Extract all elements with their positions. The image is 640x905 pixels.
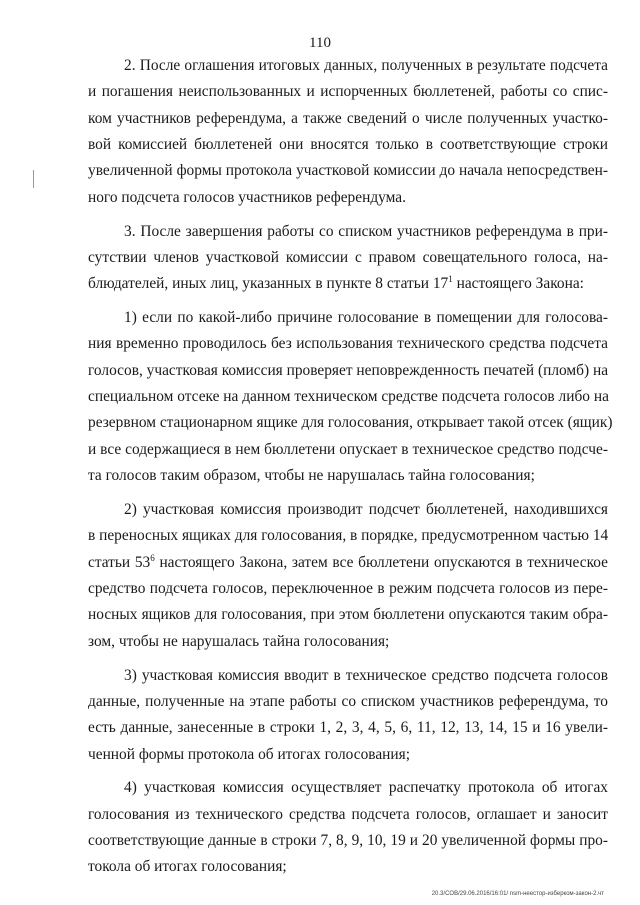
text-line: [88, 550, 608, 576]
text-fragment: настоящего Закона:: [452, 275, 584, 293]
text-line: токола об итогах голосования;: [88, 858, 287, 876]
list-item-4: [88, 775, 608, 880]
list-item-2: [88, 497, 608, 655]
text-line: голосования из технического средства подсчета голосов, оглашает и заносит: [88, 805, 608, 823]
text-line: и погашения неиспользованных и испорченных бюллетеней, работы со спис-: [88, 83, 608, 101]
text-line: 3. После завершения работы со списком участников референдума в при-: [124, 222, 608, 240]
text-line: данные, полученные на этапе работы со списком участников референдума, то: [88, 692, 608, 710]
text-line: вой комиссией бюллетеней они вносятся только в соответствующие строки: [88, 136, 608, 154]
document-body: [88, 53, 613, 881]
list-item-1: [88, 305, 613, 489]
text-fragment: статьи 53: [88, 553, 151, 571]
text-line: ного подсчета голосов участников референдума.: [88, 188, 406, 206]
list-item-3: [88, 663, 608, 768]
text-line: ченной формы протокола об итогах голосования;: [88, 745, 411, 763]
text-line: 3) участковая комиссия вводит в техническое средство подсчета голосов: [124, 666, 608, 684]
text-line: 1) если по какой-либо причине голосование в помещении для голосова-: [124, 309, 608, 327]
superscript: 6: [150, 552, 155, 563]
text-line: и все содержащиеся в нем бюллетени опускает в техническое средство подсче-: [88, 440, 608, 458]
text-line: ком участников референдума, а также сведений о числе полученных участко-: [88, 109, 608, 127]
text-line: ния временно проводилось без использования технического средства подсчета: [88, 335, 608, 353]
text-line: специальном отсеке на данном техническом средстве подсчета голосов либо на: [88, 388, 609, 406]
text-line: зом, чтобы не нарушалась тайна голосования;: [88, 632, 390, 650]
text-line: 2) участковая комиссия производит подсчет бюллетеней, находившихся: [124, 501, 608, 518]
text-line: резервном стационарном ящике для голосования, открывает такой отсек (ящик): [88, 414, 613, 432]
text-line: средство подсчета голосов, переключенное в режим подсчета голосов из пере-: [88, 580, 608, 598]
text-line: [88, 271, 608, 297]
text-line: 2. После оглашения итоговых данных, полученных в результате подсчета: [124, 57, 608, 74]
text-line: в переносных ящиках для голосования, в порядке, предусмотренном частью 14: [88, 527, 609, 545]
text-line: та голосов таким образом, чтобы не нарушалась тайна голосования;: [88, 467, 535, 485]
text-line: увеличенной формы протокола участковой комиссии до начала непосредствен-: [88, 162, 608, 180]
margin-mark: [33, 170, 34, 188]
text-line: сутствии членов участковой комиссии с правом совещательного голоса, на-: [88, 248, 608, 266]
superscript: 1: [448, 274, 453, 285]
text-line: соответствующие данные в строки 7, 8, 9, 10, 19 и 20 увеличенной формы про-: [88, 832, 608, 850]
text-line: есть данные, занесенные в строки 1, 2, 3, 4, 5, 6, 11, 12, 13, 14, 15 и 16 увели-: [88, 719, 608, 737]
text-line: 4) участковая комиссия осуществляет распечатку протокола об итогах: [124, 779, 608, 797]
text-line: носных ящиков для голосования, при этом бюллетени опускаются таким обра-: [88, 606, 608, 624]
text-fragment: настоящего Закона, затем все бюллетени опускаются в техническое: [154, 553, 608, 571]
page-number: 110: [309, 35, 331, 51]
paragraph-2: [88, 53, 608, 211]
paragraph-3: [88, 219, 608, 298]
text-fragment: блюдателей, иных лиц, указанных в пункте 8 статьи 17: [88, 275, 449, 293]
footer-code: 20.3/COB/29.06.2016/16:01/ nsm-неестор-изберком-закон-2.чт: [431, 891, 604, 897]
text-line: голосов, участковая комиссия проверяет неповрежденность печатей (пломб) на: [88, 361, 609, 379]
